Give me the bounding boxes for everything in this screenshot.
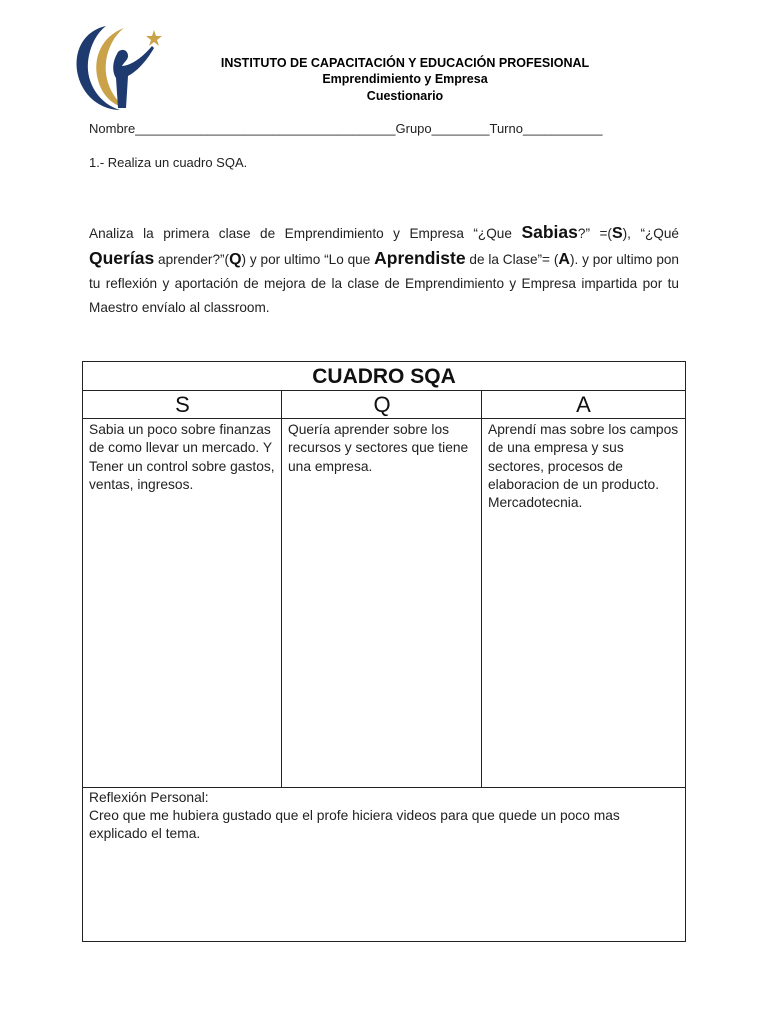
institute-name: INSTITUTO DE CAPACITACIÓN Y EDUCACIÓN PROFESIONAL — [220, 56, 590, 70]
column-header-q: Q — [282, 390, 482, 419]
student-info-line: Nombre____________________________________Grupo________Turno___________ — [89, 121, 603, 136]
reflection-label: Reflexión Personal: — [89, 790, 209, 805]
instr-bold-s: S — [611, 225, 623, 242]
question-1: 1.- Realiza un cuadro SQA. — [89, 155, 248, 170]
instr-bold-sabias: Sabias — [521, 222, 578, 242]
cell-q: Quería aprender sobre los recursos y sectores que tiene una empresa. — [288, 422, 469, 474]
document-type: Cuestionario — [366, 89, 444, 103]
column-header-s: S — [83, 390, 282, 419]
instr-bold-aprendiste: Aprendiste — [374, 248, 466, 268]
instr-bold-a: A — [558, 251, 570, 268]
instr-bold-q: Q — [229, 251, 242, 268]
reflection-text: Creo que me hubiera gustado que el profe hiciera videos para que quede un poco mas explicado el tema. — [89, 808, 620, 841]
subject-name: Emprendimiento y Empresa — [322, 72, 488, 86]
instr-text-6: de la Clase”= ( — [465, 252, 559, 267]
sqa-title: CUADRO SQA — [83, 362, 685, 391]
instr-text-7: ). y por ultimo pon tu reflexión y aportación de mejora de la clase de Emprendimiento y Empresa impartida por tu Maestro envíalo al classroom. — [89, 252, 679, 315]
instr-text-4: aprender?”( — [154, 252, 230, 267]
reflection-section — [83, 787, 685, 941]
cell-a: Aprendí mas sobre los campos de una empresa y sus sectores, procesos de elaboracion de un producto. Mercadotecnia. — [488, 422, 679, 511]
cell-s: Sabia un poco sobre finanzas de como llevar un mercado. Y Tener un control sobre gastos, ventas, ingresos. — [89, 422, 275, 492]
instr-text-1: Analiza la primera clase de Emprendimiento y Empresa “¿Que — [89, 226, 522, 241]
sqa-table — [82, 361, 686, 942]
instr-text-3: ), “¿Qué — [622, 226, 679, 241]
instr-text-5: ) y por ultimo “Lo que — [241, 252, 375, 267]
instructions-paragraph — [89, 220, 679, 320]
instr-bold-querias: Querías — [89, 248, 155, 268]
instr-text-2: ?” =( — [577, 226, 612, 241]
column-header-a: A — [482, 390, 685, 419]
